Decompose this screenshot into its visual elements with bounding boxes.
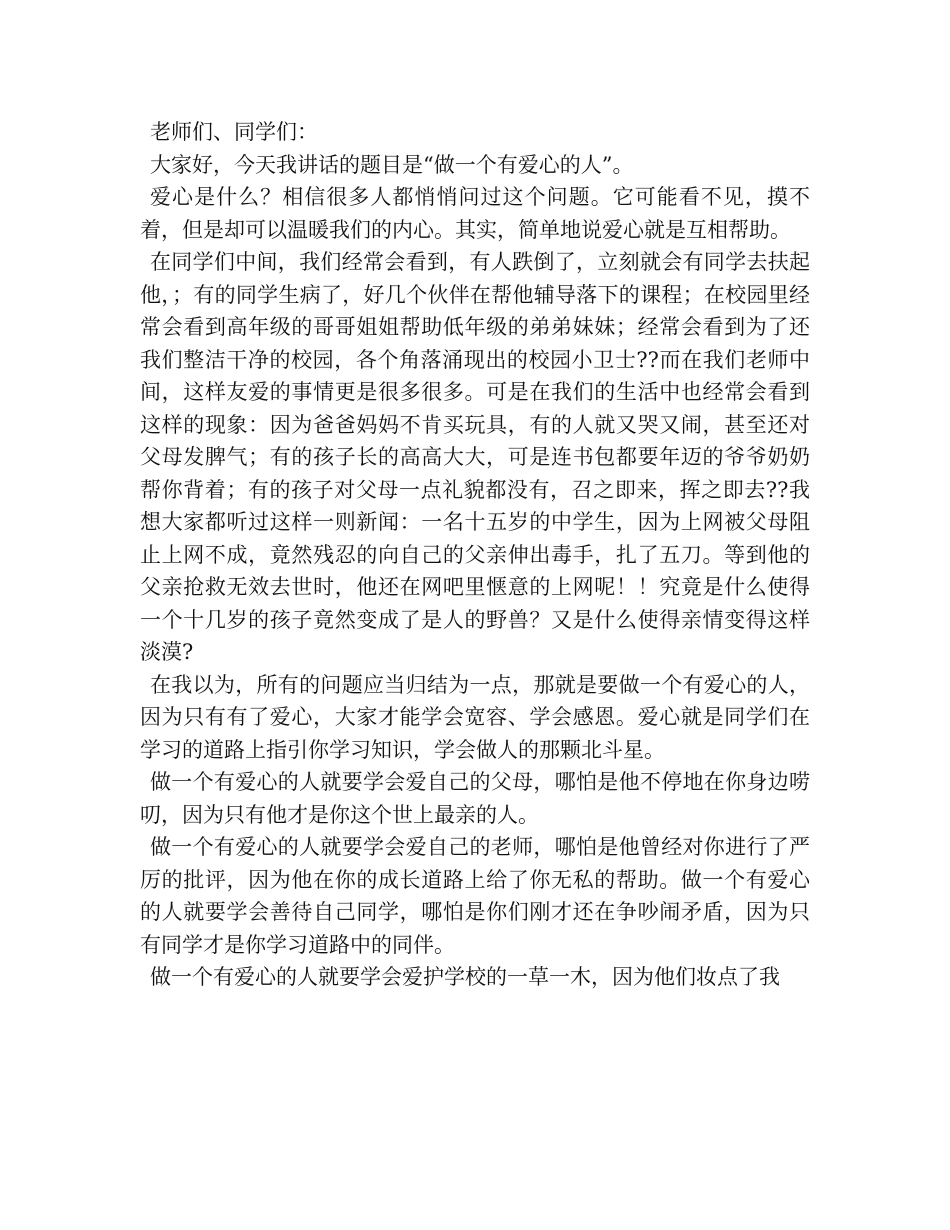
- body-paragraph: 在同学们中间，我们经常会看到，有人跌倒了，立刻就会有同学去扶起他，；有的同学生病了，好几个伙伴在帮他辅导落下的课程；在校园里经常会看到高年级的哥哥姐姐帮助低年级的弟弟妹妹；经常会看到为了还我们整洁干净的校园，各个角落涌现出的校园小卫士??而在我们老师中间，这样友爱的事情更是很多很多。可是在我们的生活中也经常会看到这样的现象：因为爸爸妈妈不肯买玩具，有的人就又哭又闹，甚至还对父母发脾气；有的孩子长的高高大大，可是连书包都要年迈的爷爷奶奶帮你背着；有的孩子对父母一点礼貌都没有，召之即来，挥之即去??我想大家都听过这样一则新闻：一名十五岁的中学生，因为上网被父母阻止上网不成，竟然残忍的向自己的父亲伸出毒手，扎了五刀。等到他的父亲抢救无效去世时，他还在网吧里惬意的上网呢！！究竟是什么使得一个十几岁的孩子竟然变成了是人的野兽？又是什么使得亲情变得这样淡漠?: [140, 250, 810, 664]
- speech-body: [140, 116, 810, 994]
- greeting-paragraph: 老师们、同学们：: [150, 120, 318, 144]
- body-paragraph: 做一个有爱心的人就要学会爱自己的父母，哪怕是他不停地在你身边唠叨，因为只有他才是你这个世上最亲的人。: [140, 770, 810, 827]
- title-paragraph: 大家好，今天我讲话的题目是“做一个有爱心的人”。: [150, 152, 634, 177]
- body-paragraph: 爱心是什么？相信很多人都悄悄问过这个问题。它可能看不见，摸不着，但是却可以温暖我们的内心。其实，简单地说爱心就是互相帮助。: [140, 185, 810, 242]
- body-paragraph: 做一个有爱心的人就要学会爱护学校的一草一木，因为他们妆点了我: [150, 965, 780, 989]
- body-paragraph: 在我以为，所有的问题应当归结为一点，那就是要做一个有爱心的人，因为只有有了爱心，大家才能学会宽容、学会感恩。爱心就是同学们在学习的道路上指引你学习知识，学会做人的那颗北斗星。: [140, 672, 810, 762]
- body-paragraph: 做一个有爱心的人就要学会爱自己的老师，哪怕是他曾经对你进行了严厉的批评，因为他在你的成长道路上给了你无私的帮助。做一个有爱心的人就要学会善待自己同学，哪怕是你们刚才还在争吵闹矛盾，因为只有同学才是你学习道路中的同伴。: [140, 835, 810, 957]
